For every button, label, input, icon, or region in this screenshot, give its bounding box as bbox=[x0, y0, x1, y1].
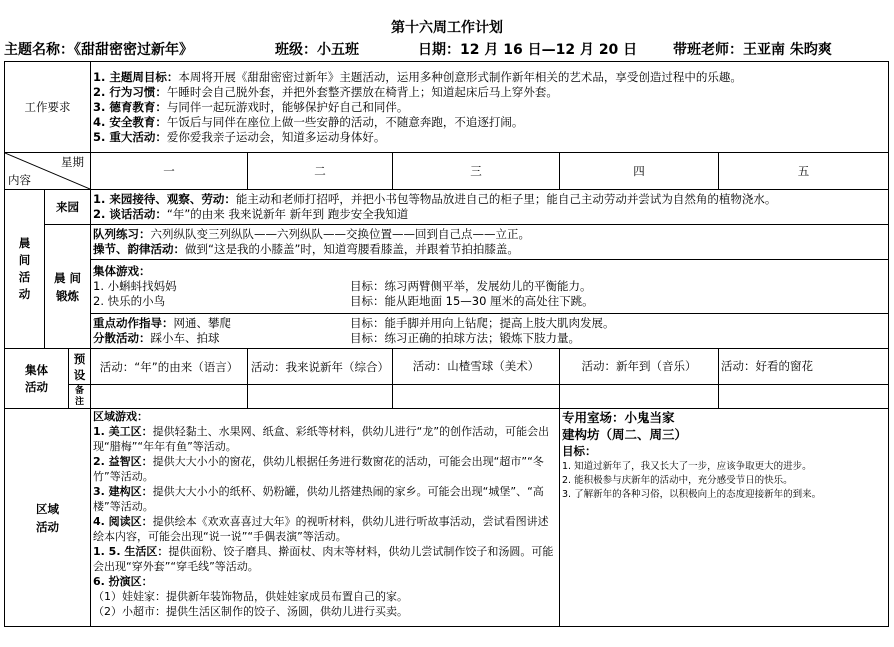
req-item-2: 2. 行为习惯：午睡时会自己脱外套，并把外套整齐摆放在椅背上；知道起床后马上穿外套。 bbox=[93, 84, 558, 99]
exercise-content bbox=[91, 225, 889, 260]
activity-fri: 活动：好看的窗花 bbox=[719, 349, 889, 385]
arrival-item-2: 2. 谈话活动：“年”的由来 我来说新年 新年到 跑步安全我知道 bbox=[93, 207, 409, 221]
arrival-content bbox=[91, 190, 889, 225]
weekday-row bbox=[5, 153, 889, 190]
note-tue bbox=[248, 385, 393, 409]
special-goal-head: 目标： bbox=[562, 444, 597, 458]
activity-mon: 活动：“年”的由来（语言） bbox=[91, 349, 248, 385]
area-item-3: 3. 建构区：提供大大小小的纸杯、奶粉罐，供幼儿搭建热闹的家乡。可能会出现“城堡”、“高楼”等活动。 bbox=[93, 485, 544, 513]
note-fri bbox=[719, 385, 889, 409]
area-item-5: 1. 5. 生活区：提供面粉、饺子磨具、擀面杖、肉末等材料，供幼儿尝试制作饺子和汤圆。可能会出现“穿外套”“穿毛线”等活动。 bbox=[93, 545, 554, 573]
note-mon bbox=[91, 385, 248, 409]
day-thu: 四 bbox=[560, 153, 719, 190]
date-range: 日期：12 月 16 日—12 月 20 日 bbox=[418, 42, 638, 58]
area-head: 区域游戏： bbox=[93, 410, 148, 423]
group-activity: 分散活动：踩小车、拍球 目标：练习正确的拍球方法；锻炼下肢力量。 bbox=[93, 331, 580, 345]
arrival-row bbox=[5, 190, 889, 225]
page-title: 第十六周工作计划 bbox=[391, 20, 503, 36]
activity-thu: 活动：新年到（音乐） bbox=[560, 349, 719, 385]
exercise-label: 晨 间锻炼 bbox=[45, 225, 91, 349]
day-wed: 三 bbox=[393, 153, 560, 190]
req-item-5: 5. 重大活动：爱你爱我亲子运动会，知道多运动身体好。 bbox=[93, 129, 386, 144]
req-item-4: 4. 安全教育：午饭后与同伴在座位上做一些安静的活动，不随意奔跑，不追逐打闹。 bbox=[93, 114, 524, 129]
special-room bbox=[560, 409, 889, 627]
area-sub-1: （1）娃娃家：提供新年装饰物品，供娃娃家成员布置自己的家。 bbox=[93, 590, 408, 603]
special-goal-1: 1. 知道过新年了，我又长大了一步，应该争取更大的进步。 bbox=[562, 461, 812, 472]
day-mon: 一 bbox=[91, 153, 248, 190]
day-tue: 二 bbox=[248, 153, 393, 190]
rhythm-activity: 操节、韵律活动：做到“这是我的小膝盖”时，知道弯腰看膝盖，并跟着节拍拍膝盖。 bbox=[93, 242, 519, 256]
key-content bbox=[91, 314, 889, 349]
collective-label: 集体活动 bbox=[5, 349, 69, 409]
class-name: 班级：小五班 bbox=[275, 42, 359, 58]
requirements-label: 工作要求 bbox=[5, 62, 91, 153]
req-item-3: 3. 德育教育：与同伴一起玩游戏时，能够保护好自己和同伴。 bbox=[93, 99, 409, 114]
note-wed bbox=[393, 385, 560, 409]
queue-practice: 队列练习：六列纵队变三列纵队——六列纵队——交换位置——回到自己点——立正。 bbox=[93, 227, 530, 241]
area-content bbox=[91, 409, 560, 627]
corner-cell bbox=[5, 153, 91, 190]
corner-bottom-label: 内容 bbox=[8, 173, 31, 187]
special-goal-2: 2. 能积极参与庆新年的活动中，充分感受节日的快乐。 bbox=[562, 475, 793, 486]
plan-table bbox=[4, 61, 889, 627]
special-goal-3: 3. 了解新年的各种习俗，以积极向上的态度迎接新年的到来。 bbox=[562, 489, 822, 500]
note-row bbox=[5, 385, 889, 409]
exercise-row bbox=[5, 225, 889, 260]
area-item-2: 2. 益智区：提供大大小小的窗花，供幼儿根据任务进行数窗花的活动，可能会出现“超市”“冬竹”等活动。 bbox=[93, 455, 544, 483]
area-item-1: 1. 美工区：提供轻黏土、水果网、纸盒、彩纸等材料，供幼儿进行“龙”的创作活动，可能会出现“腊梅”“年年有鱼”等活动。 bbox=[93, 425, 550, 453]
theme-name: 主题名称：《甜甜密密过新年》 bbox=[4, 42, 193, 58]
req-item-1: 1. 主题周目标：本周将开展《甜甜密密过新年》主题活动，运用多种创意形式制作新年相关的艺术品，享受创造过程中的乐趣。 bbox=[93, 69, 742, 84]
plan-label: 预设 bbox=[69, 349, 91, 385]
requirements-row bbox=[5, 62, 889, 153]
area-row bbox=[5, 409, 889, 627]
activity-tue: 活动：我来说新年（综合） bbox=[248, 349, 393, 385]
game-2: 2. 快乐的小鸟 目标：能从距地面 15—30 厘米的高处往下跳。 bbox=[93, 294, 594, 308]
game-1: 1. 小蝌蚪找妈妈 目标：练习两臂侧平举，发展幼儿的平衡能力。 bbox=[93, 279, 592, 293]
special-room-sub: 建构坊（周二、周三） bbox=[562, 427, 688, 442]
area-item-6: 6. 扮演区： bbox=[93, 575, 153, 588]
arrival-item-1: 1. 来园接待、观察、劳动：能主动和老师打招呼，并把小书包等物品放进自己的柜子里；能自己主动劳动并尝试为自然角的植物浇水。 bbox=[93, 192, 777, 206]
day-fri: 五 bbox=[719, 153, 889, 190]
area-label: 区域活动 bbox=[5, 409, 91, 627]
morning-label: 晨间活动 bbox=[5, 190, 45, 349]
note-label: 备注 bbox=[69, 385, 91, 409]
corner-top-label: 星期 bbox=[61, 155, 84, 169]
area-sub-2: （2）小超市：提供生活区制作的饺子、汤圆，供幼儿进行买卖。 bbox=[93, 605, 408, 618]
activity-wed: 活动：山楂雪球（美术） bbox=[393, 349, 560, 385]
key-action: 重点动作指导：网通、攀爬 目标：能手脚并用向上钻爬；提高上肢大肌肉发展。 bbox=[93, 316, 615, 330]
area-item-4: 4. 阅读区：提供绘本《欢欢喜喜过大年》的视听材料，供幼儿进行听故事活动，尝试看图讲述绘本内容，可能会出现“说一说”“手偶表演”等活动。 bbox=[93, 515, 549, 543]
games-row bbox=[5, 260, 889, 314]
teachers: 带班老师：王亚南 朱昀爽 bbox=[673, 42, 832, 58]
special-room-title: 专用室场：小鬼当家 bbox=[562, 410, 675, 425]
requirements-content bbox=[91, 62, 889, 153]
games-content bbox=[91, 260, 889, 314]
note-thu bbox=[560, 385, 719, 409]
collective-row bbox=[5, 349, 889, 385]
games-head: 集体游戏： bbox=[93, 264, 151, 278]
arrival-label: 来园 bbox=[45, 190, 91, 225]
key-row bbox=[5, 314, 889, 349]
